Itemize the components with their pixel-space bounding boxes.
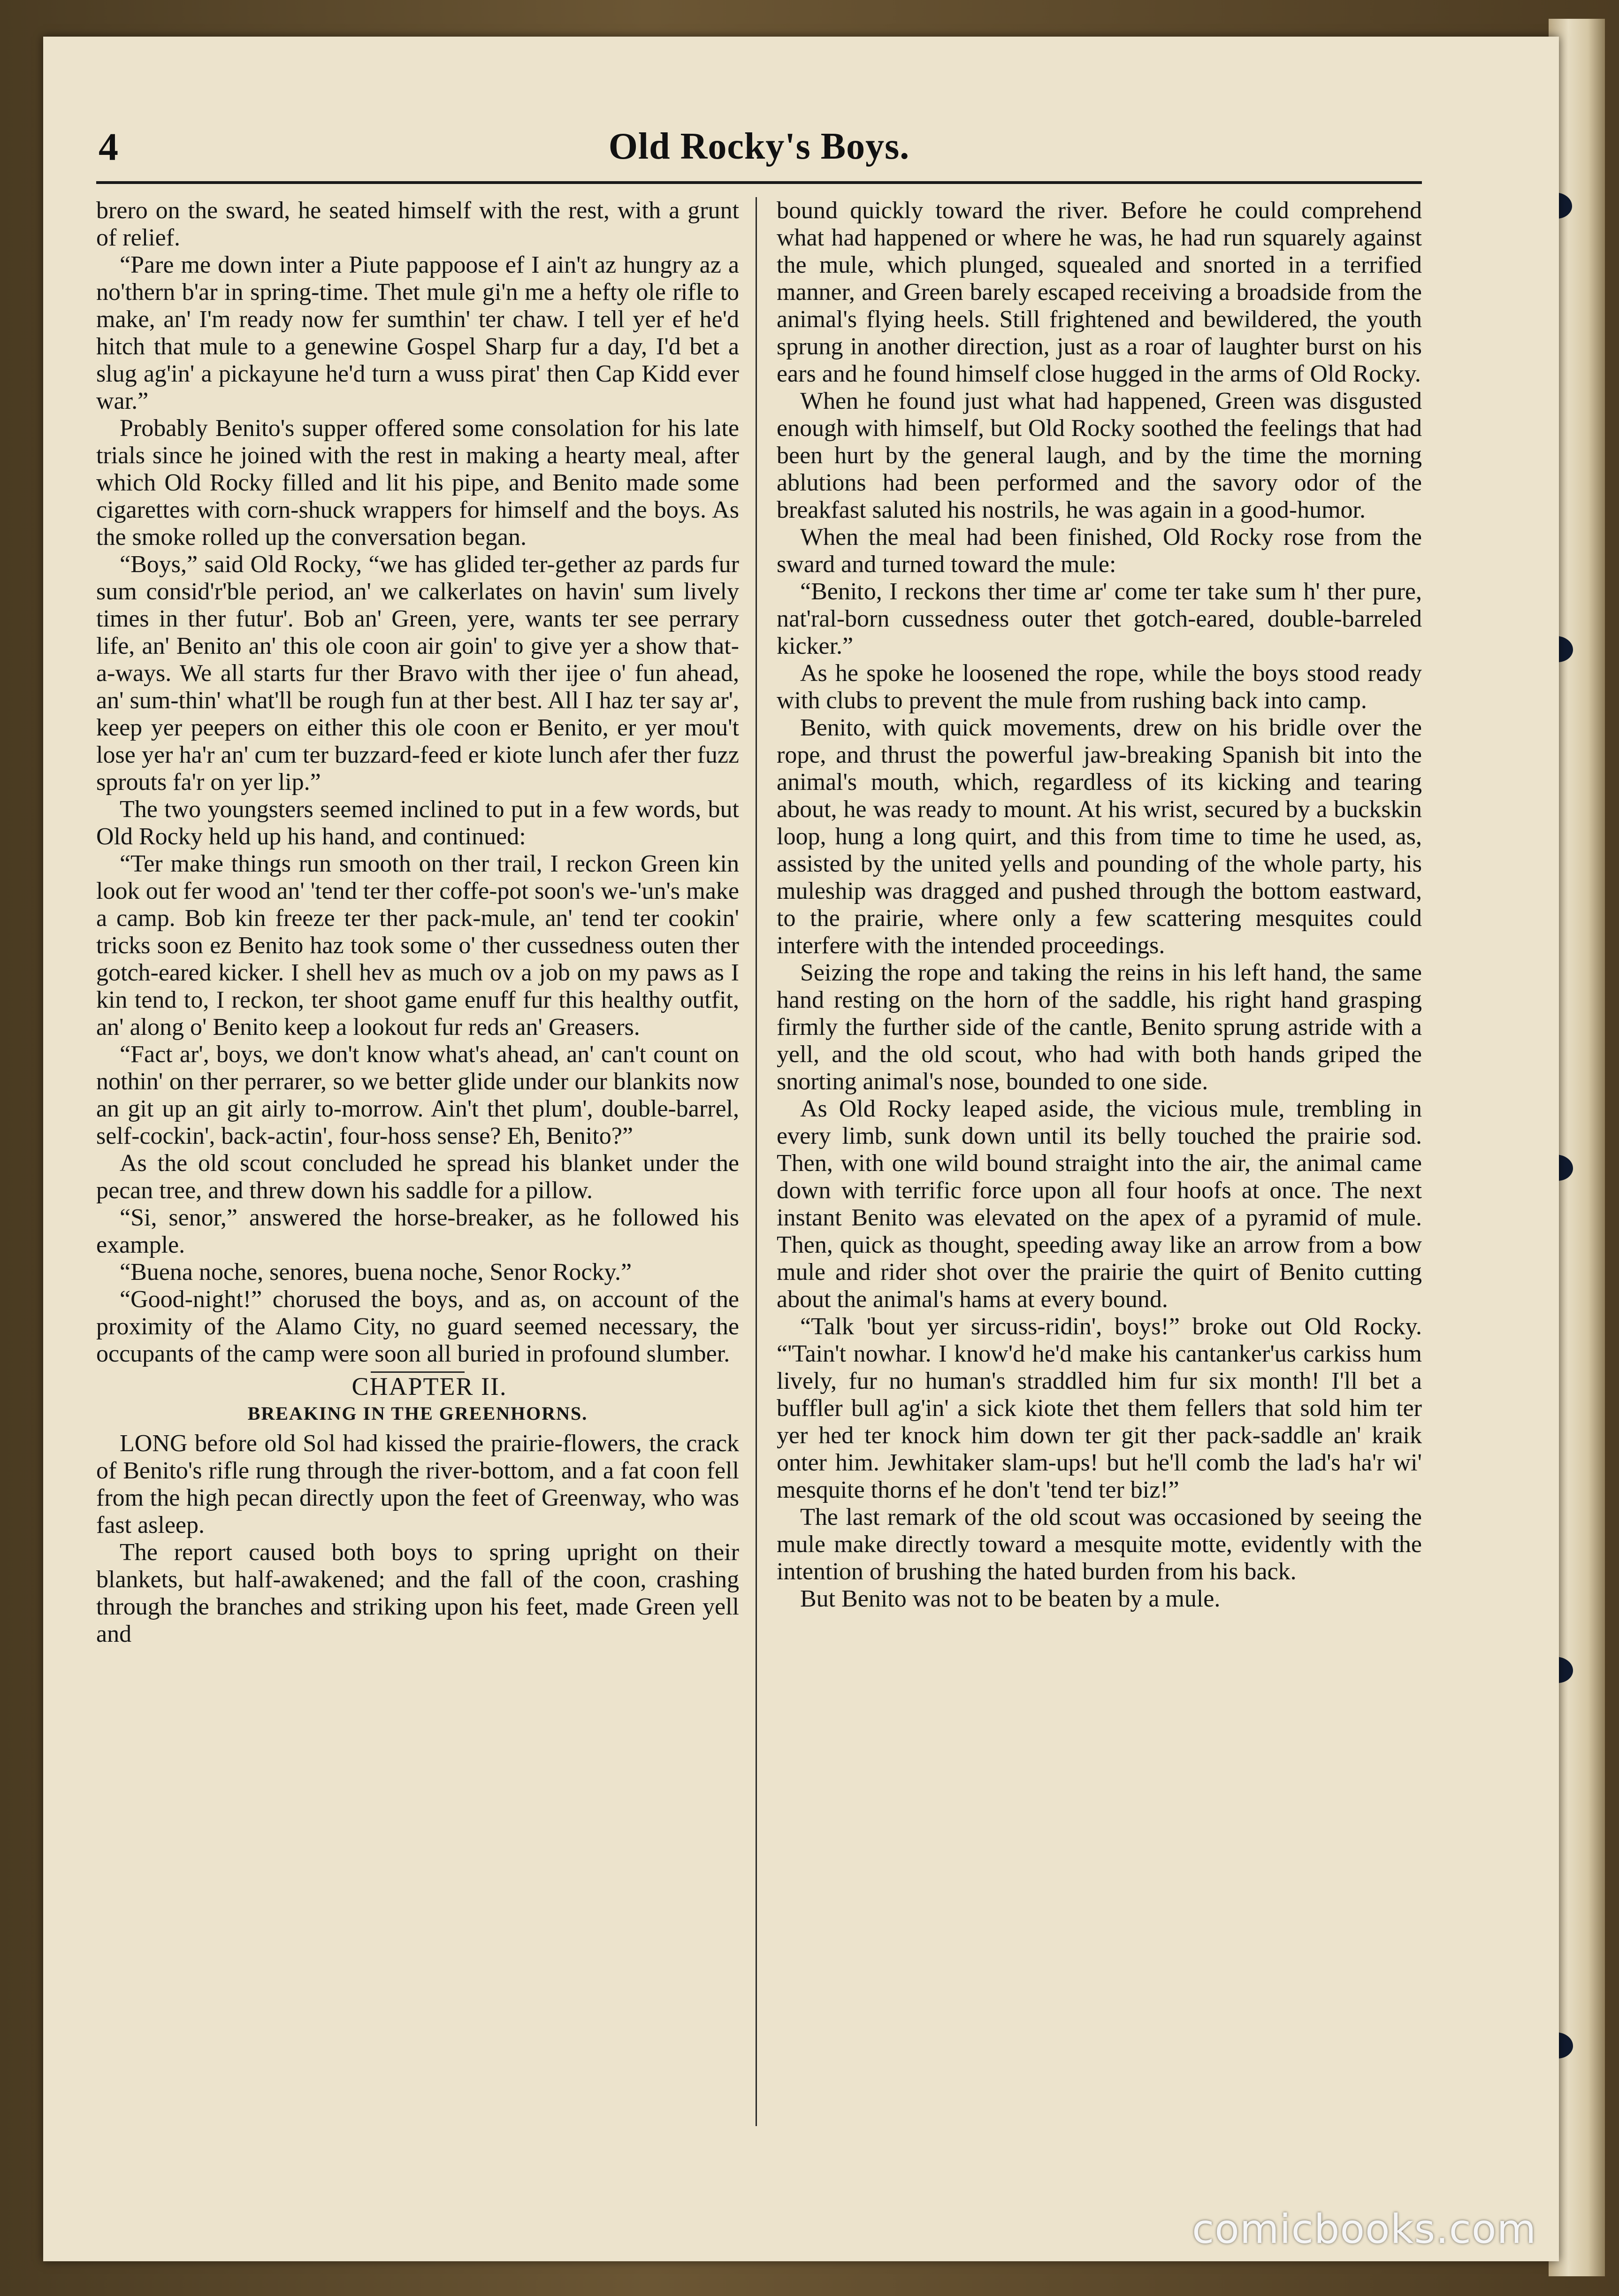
paragraph: As the old scout concluded he spread his blanket under the pecan tree, and threw down his saddle for a pillow. — [96, 1150, 739, 1204]
page-header — [99, 120, 1420, 176]
paragraph: When he found just what had happened, Green was disgusted enough with himself, but Old Rocky soothed the feelings that had been hurt by the general laugh, and by the time the morning ablutions had been performed and the savory odor of the breakfast saluted his nostrils, he was again in a good-humor. — [777, 388, 1422, 523]
paragraph: LONG before old Sol had kissed the prairie-flowers, the crack of Benito's rifle rung through the river-bottom, and a fat coon fell from the high pecan directly upon the feet of Greenway, who was fast asleep. — [96, 1430, 739, 1538]
paragraph: “Fact ar', boys, we don't know what's ahead, an' can't count on nothin' on ther perrarer, so we better glide under our blankits now an git up an git airly to-morrow. Ain't thet plum', double-barrel, self-cockin', back-actin', four-hoss sense? Eh, Benito?” — [96, 1041, 739, 1149]
paragraph: But Benito was not to be beaten by a mule. — [800, 1585, 1221, 1612]
paragraph: bound quickly toward the river. Before he could comprehend what had happened or where he was, he had run squarely against the mule, which plunged, squealed and snorted in a terrified manner, and Green barely escaped receiving a broadside from the animal's flying heels. Still frightened and bewildered, the youth sprung in another direction, just as a roar of laughter burst on his ears and he found himself close hugged in the arms of Old Rocky. — [777, 197, 1422, 387]
left-column-body — [96, 197, 739, 1368]
paragraph: The last remark of the old scout was occasioned by seeing the mule make directly toward a mesquite motte, evidently with the intention of brushing the hated burden from his back. — [777, 1504, 1422, 1585]
paragraph: The two youngsters seemed inclined to put in a few words, but Old Rocky held up his hand, and continued: — [96, 796, 739, 850]
paragraph: As Old Rocky leaped aside, the vicious mule, trembling in every limb, sunk down until its belly touched the prairie sod. Then, with one wild bound straight into the air, the animal came down with terrific force upon all four hoofs at once. The next instant Benito was elevated on the apex of a pyramid of mule. Then, quick as thought, speeding away like an arrow from a bow mule and rider shot over the prairie the quirt of Benito cutting about the animal's hams at every bound. — [777, 1095, 1422, 1313]
left-column — [96, 197, 739, 1648]
paragraph: “Pare me down inter a Piute pappoose ef I ain't az hungry az a no'thern b'ar in spring-time. Thet mule gi'n me a hefty ole rifle to make, an' I'm ready now fer sumthin' ter chaw. I tell yer ef he'd hitch that mule to a genewine Gospel Sharp fur a day, I'd bet a slug ag'in' a pickayune he'd turn a wuss pirat' then Cap Kidd ever war.” — [96, 252, 739, 414]
paragraph: “Benito, I reckons ther time ar' come ter take sum h' ther pure, nat'ral-born cussedness outer thet gotch-eared, double-barreled kicker.” — [777, 578, 1422, 659]
paragraph: Benito, with quick movements, drew on his bridle over the rope, and thrust the powerful jaw-breaking Spanish bit into the animal's mouth, which, regardless of its kicking and tearing about, he was ready to mount. At his wrist, secured by a buckskin loop, hung a long quirt, and this from time to time he used, as, assisted by the united yells and pounding of the whole party, his muleship was dragged and pushed through the bottom eastward, to the prairie, where only a few scattering mesquites could interfere with the intended proceedings. — [777, 714, 1422, 959]
header-rule — [96, 181, 1422, 184]
column-divider — [756, 197, 757, 2126]
paragraph: brero on the sward, he seated himself with the rest, with a grunt of relief. — [96, 197, 739, 251]
paragraph: “Si, senor,” answered the horse-breaker, as he followed his example. — [96, 1204, 739, 1258]
paragraph: “Good-night!” chorused the boys, and as, on account of the proximity of the Alamo City, no guard seemed necessary, the occupants of the camp were soon all buried in profound slumber. — [96, 1286, 739, 1367]
paragraph: Seizing the rope and taking the reins in his left hand, the same hand resting on the horn of the saddle, his right hand grasping firmly the further side of the cantle, Benito sprung astride with a yell, and the old scout, who had with both hands griped the snorting animal's nose, bounded to one side. — [777, 959, 1422, 1095]
paragraph: The report caused both boys to spring upright on their blankets, but half-awakened; and the fall of the coon, crashing through the branches and striking upon his feet, made Green yell and — [96, 1539, 739, 1647]
page-number: 4 — [99, 125, 118, 169]
watermark: comicbooks.com — [1192, 2206, 1537, 2253]
paragraph: When the meal had been finished, Old Rocky rose from the sward and turned toward the mule: — [777, 524, 1422, 578]
paragraph: As he spoke he loosened the rope, while the boys stood ready with clubs to prevent the mule from rushing back into camp. — [777, 660, 1422, 714]
paragraph: “Ter make things run smooth on ther trail, I reckon Green kin look out fer wood an' 'tend ter ther coffe-pot soon's we-'un's make a camp. Bob kin freeze ter ther pack-mule, an' tend ter cookin' tricks soon ez Benito haz took some o' ther cussedness outen ther gotch-eared kicker. I shell hev as much ov a job on my paws as I kin tend to, I reckon, ter shoot game enuff fur this healthy outfit, an' along o' Benito keep a lookout fur reds an' Greasers. — [96, 850, 739, 1041]
running-head: Old Rocky's Boys. — [608, 126, 910, 167]
paragraph: “Talk 'bout yer sircuss-ridin', boys!” broke out Old Rocky. “'Tain't nowhar. I know'd he'd make his cantanker'us carkiss hum lively, fur no human's straddled him fur six month! I'll bet a buffler bull ag'in' a sick kiote thet them fellers that sold him ter yer hed ter knock him down ter git ther pack-saddle an' kraik onter him. Jewhitaker slam-ups! but he'll comb the lad's ha'r wi' mesquite thorns ef he don't 'tend ter biz!” — [777, 1313, 1422, 1503]
paragraph: Probably Benito's supper offered some consolation for his late trials since he joined with the rest in making a hearty meal, after which Old Rocky filled and lit his pipe, and Benito made some cigarettes with corn-shuck wrappers for himself and the boys. As the smoke rolled up the conversation began. — [96, 415, 739, 551]
right-column — [777, 197, 1422, 1613]
left-column-continued — [96, 1430, 739, 1648]
right-column-body — [777, 197, 1422, 1613]
paragraph: “Boys,” said Old Rocky, “we has glided ter-gether az pards fur sum consid'r'ble period, an' we calkerlates on havin' sum lively times in ther futur'. Bob an' Green, yere, wants ter see perrary life, an' Benito an' this ole coon air goin' to give yer a show that-a-ways. We all starts fur ther Bravo with ther ijee o' fun ahead, an' sum-thin' what'll be rough fun at ther best. All I haz ter say ar', keep yer peepers on either this ole coon er Benito, er yer mou't lose yer ha'r an' cum ter buzzard-feed er kiote lunch afer ther fuzz sprouts fa'r on yer lip.” — [96, 551, 739, 796]
chapter-subheading: BREAKING IN THE GREENHORNS. — [247, 1403, 588, 1424]
paragraph: “Buena noche, senores, buena noche, Senor Rocky.” — [120, 1259, 632, 1286]
chapter-heading: CHAPTER II. — [351, 1372, 507, 1401]
